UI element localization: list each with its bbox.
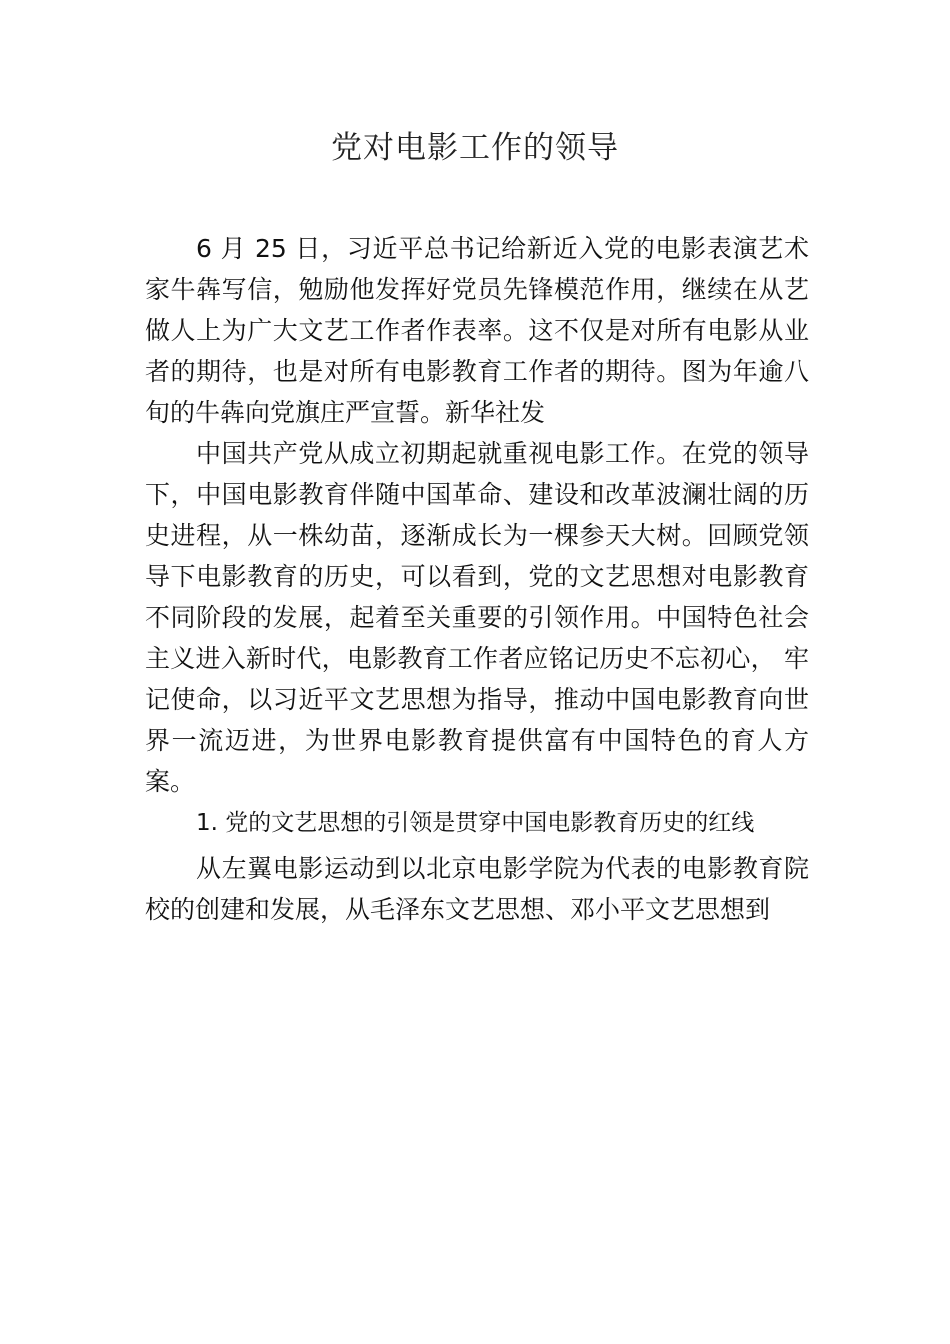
photo-caption-paragraph: 6 月 25 日，习近平总书记给新近入党的电影表演艺术家牛犇写信，勉励他发挥好党员先锋模范作用，继续在从艺做人上为广大文艺工作者作表率。这不仅是对所有电影从业者的期待，也是对所有电影教育工作者的期待。图为年逾八旬的牛犇向党旗庄严宣誓。新华社发 bbox=[145, 234, 809, 427]
section-heading: 1. 党的文艺思想的引领是贯穿中国电影教育历史的红线 bbox=[196, 810, 755, 836]
document-title: 党对电影工作的领导 bbox=[331, 130, 619, 166]
document-body bbox=[145, 228, 809, 930]
intro-paragraph: 中国共产党从成立初期起就重视电影工作。在党的领导下，中国电影教育伴随中国革命、建设和改革波澜壮阔的历史进程，从一株幼苗，逐渐成长为一棵参天大树。回顾党领导下电影教育的历史，可以看到，党的文艺思想对电影教育不同阶段的发展，起着至关重要的引领作用。中国特色社会主义进入新时代，电影教育工作者应铭记历史不忘初心， 牢记使命，以习近平文艺思想为指导，推动中国电影教育向世界一流迈进，为世界电影教育提供富有中国特色的育人方案。 bbox=[145, 439, 809, 796]
section-paragraph: 从左翼电影运动到以北京电影学院为代表的电影教育院校的创建和发展，从毛泽东文艺思想、邓小平文艺思想到 bbox=[145, 854, 809, 924]
